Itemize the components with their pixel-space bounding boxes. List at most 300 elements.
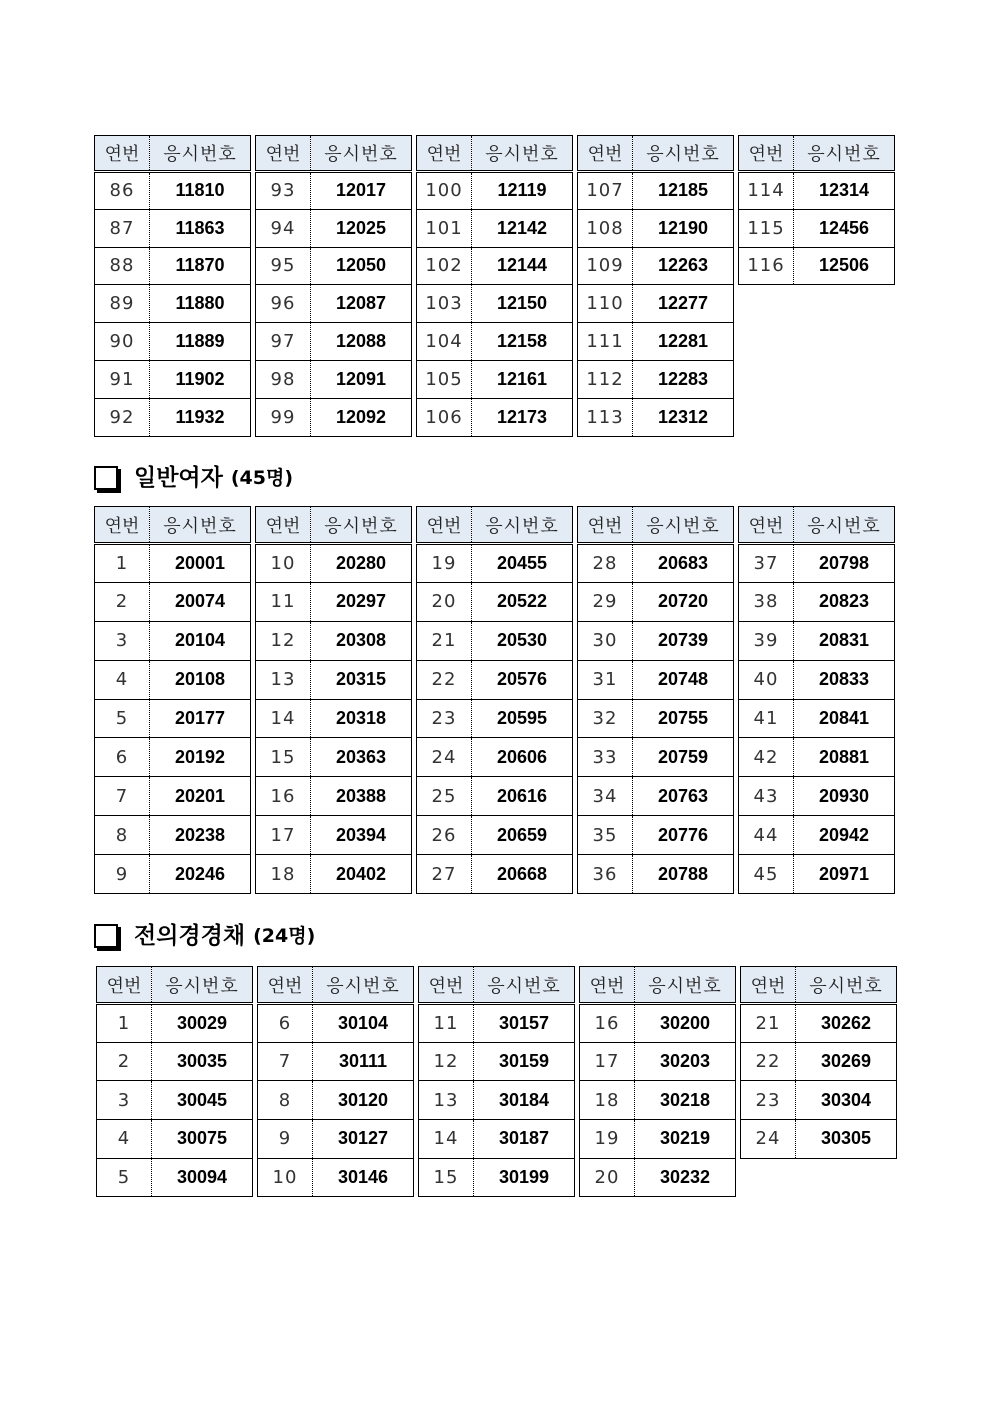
exam-number: 20831 [794,621,895,660]
table-row [95,582,251,621]
serial-number: 27 [417,855,472,894]
serial-number: 8 [258,1081,313,1120]
serial-number: 24 [417,738,472,777]
table-header-row [97,967,253,1004]
table-header-row [578,136,734,172]
exam-number: 30304 [796,1081,897,1120]
exam-number: 20201 [150,777,251,816]
candidate-table [738,506,895,894]
exam-number: 30187 [474,1120,575,1159]
exam-number: 20595 [472,699,573,738]
table-header-row [419,967,575,1004]
table-row [95,738,251,777]
exam-number: 12281 [633,323,734,361]
exam-number: 20394 [311,816,412,855]
exam-number: 20522 [472,582,573,621]
exam-number: 12088 [311,323,412,361]
exam-number: 20759 [633,738,734,777]
table-row [256,247,412,285]
table-row [741,1004,897,1043]
column-header-serial: 연번 [578,507,633,544]
exam-number: 30218 [635,1081,736,1120]
table-row [578,582,734,621]
serial-number: 44 [739,816,794,855]
table-row [417,544,573,583]
table-row [578,360,734,398]
serial-number: 13 [419,1081,474,1120]
table-header-row [258,967,414,1004]
table-row [97,1081,253,1120]
exam-number: 12190 [633,209,734,247]
table-row [417,398,573,436]
table-row [258,1120,414,1159]
tables-row [96,966,897,1197]
exam-number: 20881 [794,738,895,777]
serial-number: 6 [258,1004,313,1043]
table-row [739,660,895,699]
column-header-serial: 연번 [256,136,311,172]
table-row [97,1158,253,1197]
table-header-row [256,136,412,172]
table-row [256,398,412,436]
table-row [739,738,895,777]
column-header-exam-number: 응시번호 [311,507,412,544]
candidate-table [418,966,575,1197]
exam-number: 20455 [472,544,573,583]
exam-number: 30232 [635,1158,736,1197]
column-header-serial: 연번 [258,967,313,1004]
serial-number: 89 [95,285,150,323]
exam-number: 12158 [472,323,573,361]
table-row [256,660,412,699]
exam-number: 20833 [794,660,895,699]
column-header-serial: 연번 [419,967,474,1004]
table-row [578,544,734,583]
table-row [256,209,412,247]
table-header-row [580,967,736,1004]
exam-number: 30219 [635,1120,736,1159]
serial-number: 21 [417,621,472,660]
serial-number: 29 [578,582,633,621]
exam-number: 30111 [313,1042,414,1081]
exam-number: 30127 [313,1120,414,1159]
serial-number: 101 [417,209,472,247]
table-row [739,777,895,816]
table-row [95,816,251,855]
table-row [417,660,573,699]
column-header-serial: 연번 [739,507,794,544]
serial-number: 114 [739,172,794,210]
table-header-row [741,967,897,1004]
serial-number: 22 [417,660,472,699]
column-header-serial: 연번 [95,507,150,544]
column-header-exam-number: 응시번호 [472,136,573,172]
table-header-row [95,507,251,544]
exam-number: 30157 [474,1004,575,1043]
exam-number: 20720 [633,582,734,621]
table-row [95,544,251,583]
exam-number: 20238 [150,816,251,855]
table-row [580,1081,736,1120]
exam-number: 20001 [150,544,251,583]
serial-number: 17 [256,816,311,855]
serial-number: 93 [256,172,311,210]
exam-number: 12161 [472,360,573,398]
table-row [417,621,573,660]
exam-number: 12506 [794,247,895,285]
exam-number: 20318 [311,699,412,738]
table-row [95,172,251,210]
table-row [256,582,412,621]
exam-number: 12119 [472,172,573,210]
column-header-serial: 연번 [97,967,152,1004]
column-header-exam-number: 응시번호 [152,967,253,1004]
serial-number: 1 [95,544,150,583]
table-row [258,1081,414,1120]
exam-number: 20971 [794,855,895,894]
exam-number: 20930 [794,777,895,816]
table-row [256,285,412,323]
serial-number: 22 [741,1042,796,1081]
exam-number: 12144 [472,247,573,285]
serial-number: 99 [256,398,311,436]
serial-number: 19 [580,1120,635,1159]
serial-number: 105 [417,360,472,398]
serial-number: 13 [256,660,311,699]
table-row [578,777,734,816]
table-row [741,1042,897,1081]
exam-number: 30262 [796,1004,897,1043]
serial-number: 4 [97,1120,152,1159]
table-row [417,582,573,621]
column-header-exam-number: 응시번호 [633,136,734,172]
table-row [417,360,573,398]
serial-number: 95 [256,247,311,285]
serial-number: 16 [580,1004,635,1043]
exam-number: 30035 [152,1042,253,1081]
serial-number: 23 [741,1081,796,1120]
serial-number: 12 [256,621,311,660]
exam-number: 30159 [474,1042,575,1081]
column-header-serial: 연번 [580,967,635,1004]
serial-number: 10 [256,544,311,583]
table-row [256,621,412,660]
exam-number: 11902 [150,360,251,398]
exam-number: 11863 [150,209,251,247]
table-row [97,1042,253,1081]
exam-number: 12277 [633,285,734,323]
serial-number: 96 [256,285,311,323]
serial-number: 18 [256,855,311,894]
serial-number: 116 [739,247,794,285]
serial-number: 28 [578,544,633,583]
candidate-table [416,506,573,894]
exam-number: 30029 [152,1004,253,1043]
exam-number: 12173 [472,398,573,436]
serial-number: 35 [578,816,633,855]
serial-number: 42 [739,738,794,777]
table-row [256,172,412,210]
table-row [95,660,251,699]
serial-number: 106 [417,398,472,436]
serial-number: 14 [256,699,311,738]
candidate-table [416,135,573,437]
exam-number: 20776 [633,816,734,855]
serial-number: 112 [578,360,633,398]
serial-number: 20 [580,1158,635,1197]
table-row [580,1042,736,1081]
serial-number: 33 [578,738,633,777]
table-row [256,699,412,738]
exam-number: 30045 [152,1081,253,1120]
column-header-exam-number: 응시번호 [635,967,736,1004]
column-header-serial: 연번 [578,136,633,172]
table-row [95,360,251,398]
exam-number: 30146 [313,1158,414,1197]
table-row [417,855,573,894]
exam-number: 20659 [472,816,573,855]
tables-row [94,506,895,894]
serial-number: 8 [95,816,150,855]
table-row [578,323,734,361]
table-row [256,323,412,361]
serial-number: 26 [417,816,472,855]
table-header-row [95,136,251,172]
candidate-table [740,966,897,1159]
table-row [578,738,734,777]
column-header-exam-number: 응시번호 [150,136,251,172]
section-count: (45명) [230,467,294,489]
table-row [95,323,251,361]
exam-number: 20788 [633,855,734,894]
table-header-row [739,136,895,172]
table-row [419,1004,575,1043]
exam-number: 20683 [633,544,734,583]
serial-number: 91 [95,360,150,398]
table-row [417,699,573,738]
section-title: 전의경경채 [134,923,246,949]
exam-number: 12263 [633,247,734,285]
table-header-row [417,136,573,172]
serial-number: 100 [417,172,472,210]
table-row [578,699,734,738]
candidate-table [94,506,251,894]
serial-number: 92 [95,398,150,436]
column-header-serial: 연번 [256,507,311,544]
checkbox-square-icon [94,924,118,948]
serial-number: 10 [258,1158,313,1197]
table-row [580,1158,736,1197]
table-row [580,1120,736,1159]
table-row [95,209,251,247]
exam-number: 11880 [150,285,251,323]
serial-number: 43 [739,777,794,816]
serial-number: 7 [95,777,150,816]
table-row [97,1004,253,1043]
exam-number: 30094 [152,1158,253,1197]
serial-number: 19 [417,544,472,583]
serial-number: 20 [417,582,472,621]
serial-number: 25 [417,777,472,816]
table-row [741,1081,897,1120]
serial-number: 30 [578,621,633,660]
table-row [419,1120,575,1159]
table-row [578,209,734,247]
column-header-exam-number: 응시번호 [633,507,734,544]
table-row [258,1004,414,1043]
column-header-exam-number: 응시번호 [796,967,897,1004]
table-row [739,816,895,855]
exam-number: 20177 [150,699,251,738]
serial-number: 5 [97,1158,152,1197]
exam-number: 12185 [633,172,734,210]
table-row [739,582,895,621]
tables-row [94,135,895,437]
exam-number: 20668 [472,855,573,894]
serial-number: 109 [578,247,633,285]
serial-number: 5 [95,699,150,738]
exam-number: 30200 [635,1004,736,1043]
exam-number: 20606 [472,738,573,777]
candidate-table [94,135,251,437]
table-row [417,323,573,361]
exam-number: 30184 [474,1081,575,1120]
table-row [578,172,734,210]
table-row [95,247,251,285]
table-row [419,1042,575,1081]
serial-number: 88 [95,247,150,285]
table-row [580,1004,736,1043]
table-row [739,544,895,583]
candidate-table [257,966,414,1197]
exam-number: 20192 [150,738,251,777]
exam-number: 11810 [150,172,251,210]
serial-number: 103 [417,285,472,323]
table-row [578,660,734,699]
serial-number: 110 [578,285,633,323]
table-row [578,621,734,660]
table-row [578,816,734,855]
serial-number: 9 [95,855,150,894]
serial-number: 23 [417,699,472,738]
exam-number: 20308 [311,621,412,660]
table-row [256,544,412,583]
column-header-exam-number: 응시번호 [313,967,414,1004]
serial-number: 40 [739,660,794,699]
checkbox-square-icon [94,466,118,490]
table-row [417,209,573,247]
serial-number: 41 [739,699,794,738]
section-heading [94,918,315,954]
serial-number: 113 [578,398,633,436]
exam-number: 20755 [633,699,734,738]
serial-number: 107 [578,172,633,210]
table-row [97,1120,253,1159]
exam-number: 30269 [796,1042,897,1081]
table-row [741,1120,897,1159]
candidate-table [577,135,734,437]
candidate-table [738,135,895,285]
column-header-exam-number: 응시번호 [794,507,895,544]
exam-number: 20798 [794,544,895,583]
table-row [256,777,412,816]
column-header-serial: 연번 [417,136,472,172]
table-row [417,816,573,855]
exam-number: 12283 [633,360,734,398]
serial-number: 86 [95,172,150,210]
table-row [417,285,573,323]
column-header-exam-number: 응시번호 [311,136,412,172]
exam-number: 12017 [311,172,412,210]
serial-number: 87 [95,209,150,247]
table-row [95,398,251,436]
table-row [419,1081,575,1120]
exam-number: 30104 [313,1004,414,1043]
candidate-table [96,966,253,1197]
exam-number: 20074 [150,582,251,621]
table-row [256,855,412,894]
serial-number: 1 [97,1004,152,1043]
table-header-row [739,507,895,544]
serial-number: 12 [419,1042,474,1081]
candidate-table [579,966,736,1197]
serial-number: 97 [256,323,311,361]
table-row [739,172,895,210]
exam-number: 12314 [794,172,895,210]
column-header-exam-number: 응시번호 [472,507,573,544]
table-header-row [256,507,412,544]
serial-number: 14 [419,1120,474,1159]
exam-number: 20841 [794,699,895,738]
column-header-serial: 연번 [741,967,796,1004]
table-row [258,1042,414,1081]
serial-number: 31 [578,660,633,699]
serial-number: 102 [417,247,472,285]
exam-number: 20616 [472,777,573,816]
exam-number: 20739 [633,621,734,660]
serial-number: 4 [95,660,150,699]
serial-number: 115 [739,209,794,247]
table-row [417,247,573,285]
exam-number: 20315 [311,660,412,699]
table-row [739,621,895,660]
section-title: 일반여자 [134,465,223,491]
candidate-table [255,506,412,894]
table-row [739,855,895,894]
exam-number: 11889 [150,323,251,361]
column-header-exam-number: 응시번호 [150,507,251,544]
table-header-row [578,507,734,544]
exam-number: 30075 [152,1120,253,1159]
exam-number: 20280 [311,544,412,583]
candidate-table [577,506,734,894]
table-row [578,247,734,285]
serial-number: 15 [419,1158,474,1197]
table-row [95,699,251,738]
serial-number: 90 [95,323,150,361]
serial-number: 39 [739,621,794,660]
section-count: (24명) [253,925,316,947]
serial-number: 37 [739,544,794,583]
serial-number: 111 [578,323,633,361]
candidate-table [255,135,412,437]
serial-number: 11 [419,1004,474,1043]
serial-number: 32 [578,699,633,738]
table-row [258,1158,414,1197]
exam-number: 30199 [474,1158,575,1197]
serial-number: 38 [739,582,794,621]
exam-number: 12087 [311,285,412,323]
